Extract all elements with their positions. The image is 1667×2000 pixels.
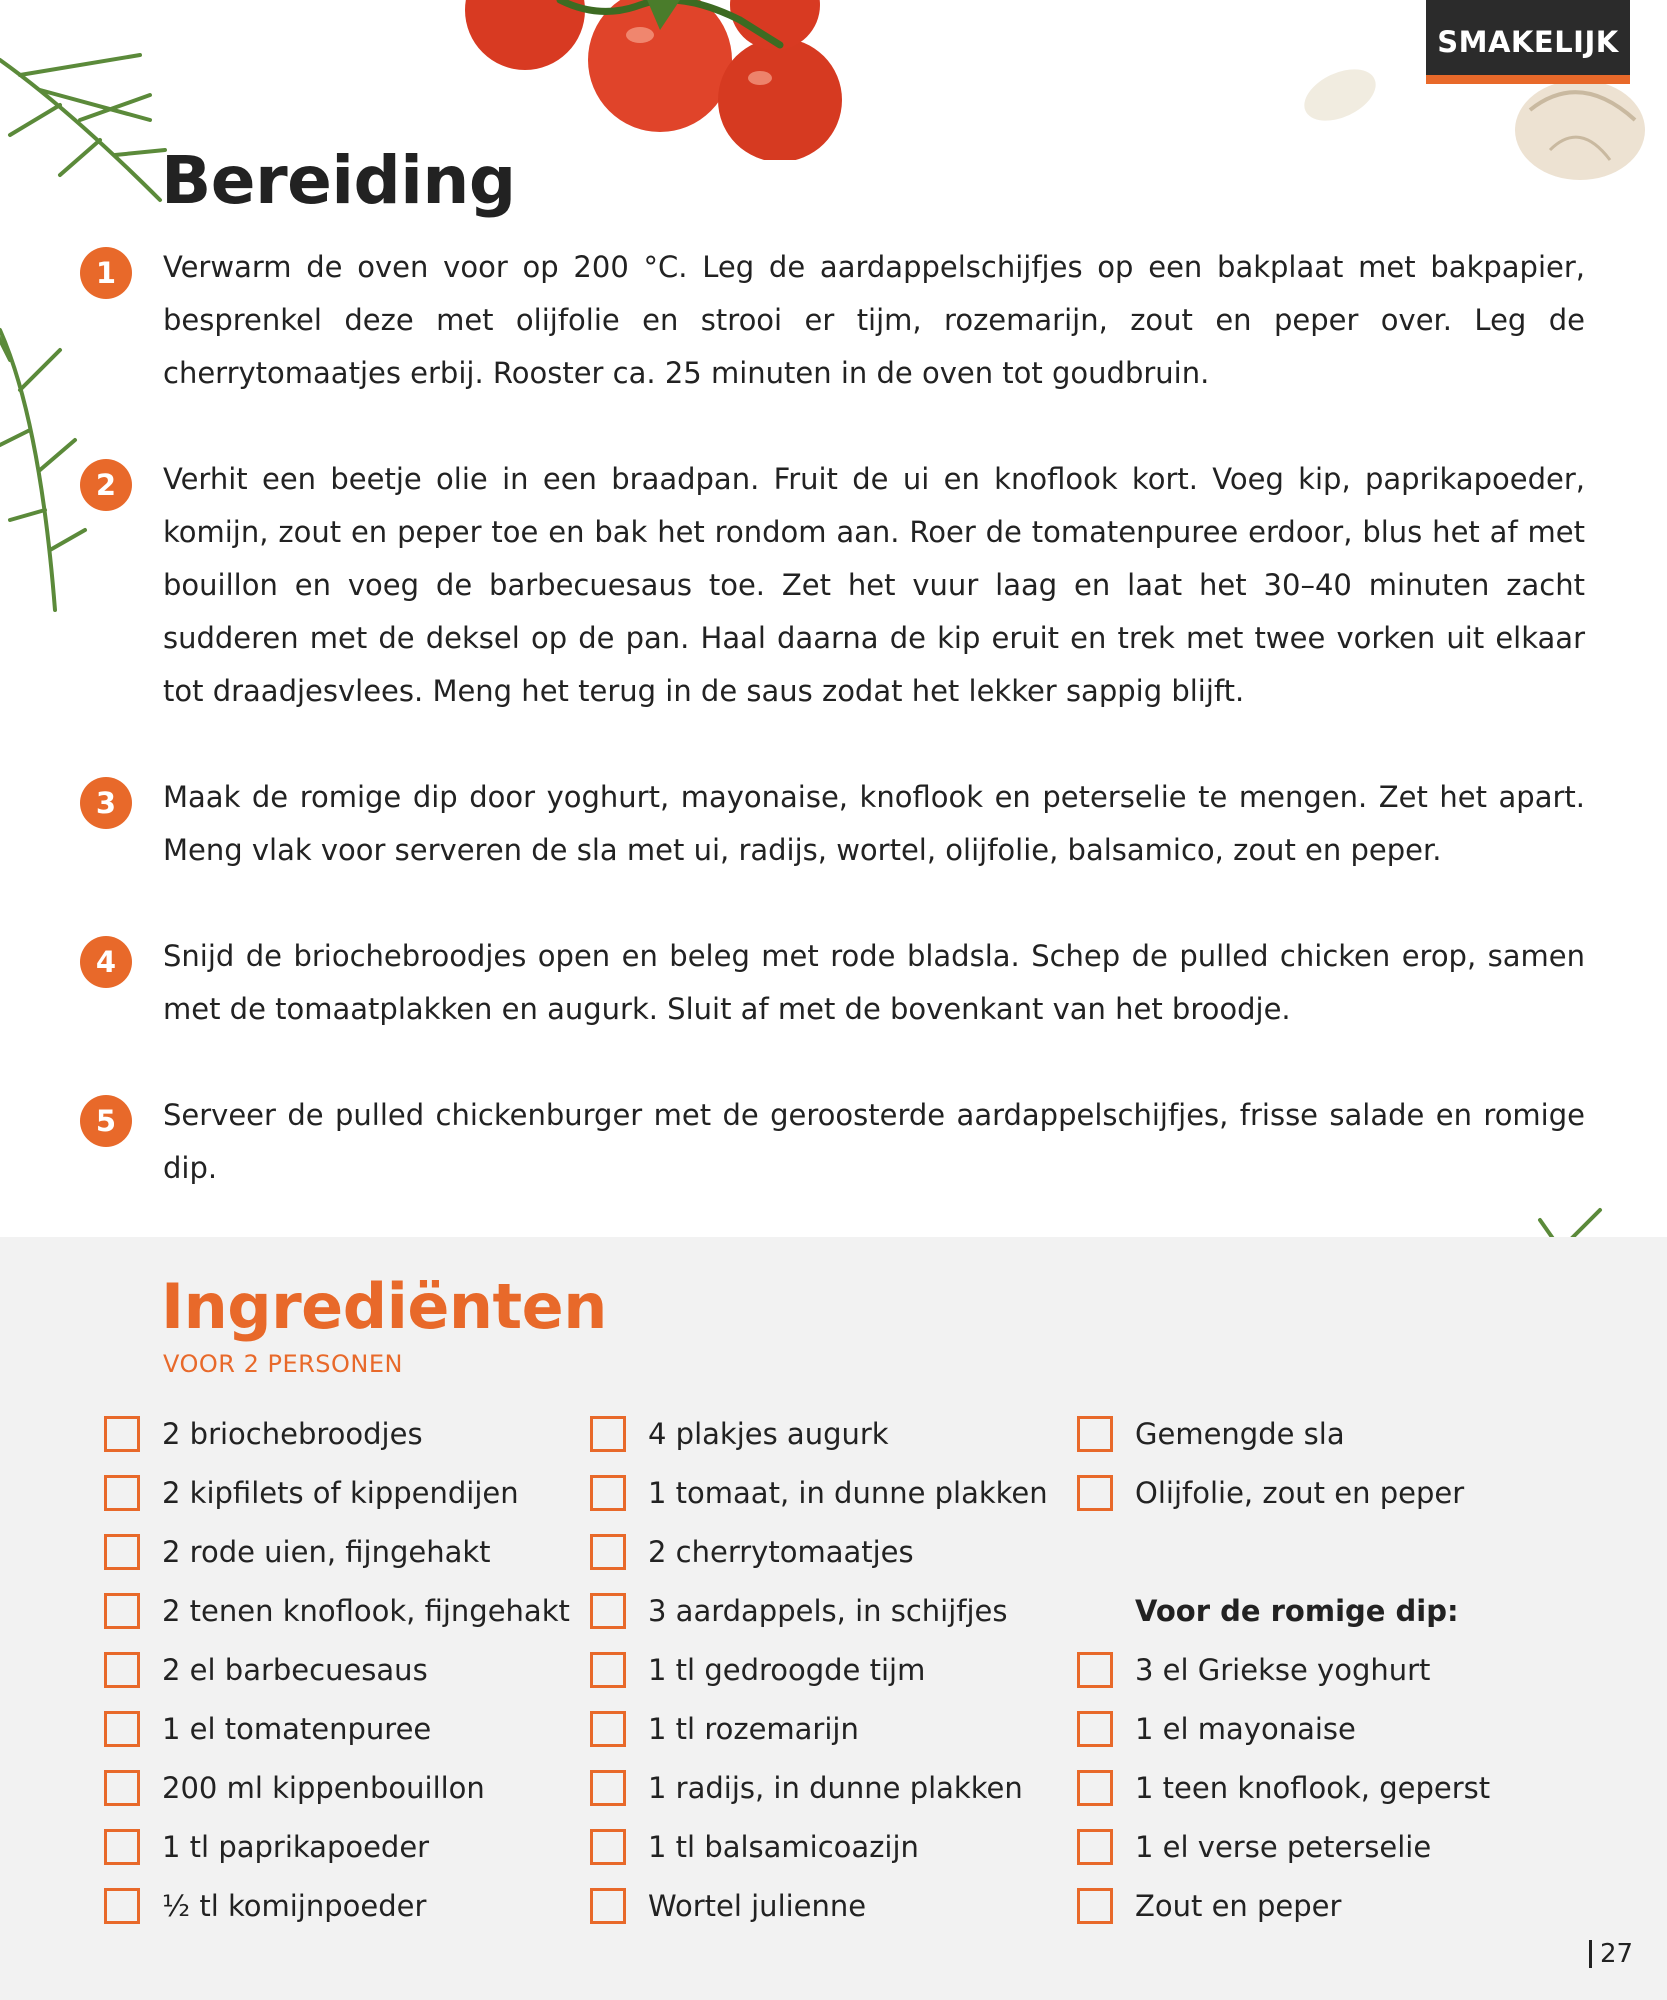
step-3: [80, 771, 1585, 877]
step-text: Verwarm de oven voor op 200 °C. Leg de aardappelschijfjes op een bakplaat met bakpapier, besprenkel deze met olijfolie en strooi er tijm, rozemarijn, zout en peper over. Leg de cherrytomaatjes erbij. Rooster ca. 25 minuten in de oven tot goudbruin.: [163, 250, 1585, 390]
dip-subheading: Voor de romige dip:: [1135, 1593, 1459, 1628]
ingredient-item[interactable]: 1 tl paprikapoeder: [104, 1817, 570, 1876]
step-number-badge: 3: [80, 777, 132, 829]
ingredient-item[interactable]: 2 cherrytomaatjes: [590, 1522, 1048, 1581]
ingredient-item[interactable]: ½ tl komijnpoeder: [104, 1876, 570, 1935]
checkbox[interactable]: [1077, 1770, 1113, 1806]
checkbox[interactable]: [104, 1416, 140, 1452]
checkbox[interactable]: [590, 1652, 626, 1688]
checkbox[interactable]: [1077, 1652, 1113, 1688]
ingredient-item[interactable]: 1 tl balsamicoazijn: [590, 1817, 1048, 1876]
step-number-badge: 2: [80, 459, 132, 511]
checkbox[interactable]: [590, 1416, 626, 1452]
checkbox[interactable]: [104, 1534, 140, 1570]
checkbox[interactable]: [104, 1829, 140, 1865]
ingredient-item[interactable]: 1 teen knoflook, geperst: [1077, 1758, 1490, 1817]
spacer: [1077, 1522, 1490, 1581]
checkbox[interactable]: [104, 1652, 140, 1688]
step-text: Verhit een beetje olie in een braadpan. Fruit de ui en knoflook kort. Voeg kip, paprikapoeder, komijn, zout en peper toe en bak het rondom aan. Roer de tomatenpuree erdoor, blus het af met bouillon en voeg de barbecuesaus toe. Zet het vuur laag en laat het 30–40 minuten zacht sudderen met de deksel op de pan. Haal daarna de kip eruit en trek met twee vorken uit elkaar tot draadjesvlees. Meng het terug in de saus zodat het lekker sappig blijft.: [163, 462, 1585, 708]
ingredients-column-3: [1077, 1404, 1490, 1935]
ingredient-item[interactable]: 1 el verse peterselie: [1077, 1817, 1490, 1876]
ingredient-item[interactable]: 2 rode uien, fijngehakt: [104, 1522, 570, 1581]
step-2: [80, 453, 1585, 718]
step-number-badge: 4: [80, 936, 132, 988]
checkbox[interactable]: [104, 1593, 140, 1629]
ingredients-servings: VOOR 2 PERSONEN: [163, 1350, 403, 1378]
ingredient-item[interactable]: 1 tl rozemarijn: [590, 1699, 1048, 1758]
checkbox[interactable]: [590, 1888, 626, 1924]
step-1: [80, 241, 1585, 400]
checkbox[interactable]: [104, 1770, 140, 1806]
step-4: [80, 930, 1585, 1036]
checkbox[interactable]: [1077, 1888, 1113, 1924]
ingredient-item[interactable]: Wortel julienne: [590, 1876, 1048, 1935]
ingredient-item[interactable]: Gemengde sla: [1077, 1404, 1490, 1463]
ingredient-item[interactable]: 1 tomaat, in dunne plakken: [590, 1463, 1048, 1522]
ingredients-column-1: [104, 1404, 570, 1935]
checkbox[interactable]: [590, 1475, 626, 1511]
checkbox[interactable]: [1077, 1416, 1113, 1452]
checkbox[interactable]: [590, 1711, 626, 1747]
step-number-badge: 1: [80, 247, 132, 299]
checkbox[interactable]: [590, 1770, 626, 1806]
checkbox[interactable]: [590, 1829, 626, 1865]
checkbox[interactable]: [1077, 1829, 1113, 1865]
checkbox[interactable]: [590, 1593, 626, 1629]
ingredient-item[interactable]: Zout en peper: [1077, 1876, 1490, 1935]
page-number: 27: [1589, 1940, 1633, 1968]
ingredients-heading: Ingrediënten: [161, 1270, 607, 1343]
ingredient-item[interactable]: 3 el Griekse yoghurt: [1077, 1640, 1490, 1699]
ingredient-item[interactable]: 1 el tomatenpuree: [104, 1699, 570, 1758]
checkbox[interactable]: [1077, 1475, 1113, 1511]
ingredient-item[interactable]: 200 ml kippenbouillon: [104, 1758, 570, 1817]
checkbox[interactable]: [590, 1534, 626, 1570]
ingredient-item[interactable]: 4 plakjes augurk: [590, 1404, 1048, 1463]
checkbox[interactable]: [104, 1888, 140, 1924]
step-text: Serveer de pulled chickenburger met de geroosterde aardappelschijfjes, frisse salade en romige dip.: [163, 1098, 1585, 1185]
ingredient-item[interactable]: 2 kipfilets of kippendijen: [104, 1463, 570, 1522]
checkbox[interactable]: [104, 1475, 140, 1511]
section-tag: SMAKELIJK: [1426, 0, 1630, 84]
ingredient-item[interactable]: 2 briochebroodjes: [104, 1404, 570, 1463]
ingredients-column-2: [590, 1404, 1048, 1935]
step-text: Snijd de briochebroodjes open en beleg met rode bladsla. Schep de pulled chicken erop, samen met de tomaatplakken en augurk. Sluit af met de bovenkant van het broodje.: [163, 939, 1585, 1026]
ingredient-item[interactable]: 1 radijs, in dunne plakken: [590, 1758, 1048, 1817]
ingredient-item[interactable]: 2 el barbecuesaus: [104, 1640, 570, 1699]
step-number-badge: 5: [80, 1095, 132, 1147]
step-5: [80, 1089, 1585, 1195]
step-text: Maak de romige dip door yoghurt, mayonaise, knoflook en peterselie te mengen. Zet het apart. Meng vlak voor serveren de sla met ui, radijs, wortel, olijfolie, balsamico, zout en peper.: [163, 780, 1585, 867]
ingredient-item[interactable]: 1 el mayonaise: [1077, 1699, 1490, 1758]
bereiding-heading: Bereiding: [161, 142, 516, 219]
ingredient-item[interactable]: 1 tl gedroogde tijm: [590, 1640, 1048, 1699]
cherry-tomatoes-image: [440, 0, 890, 160]
ingredient-item[interactable]: 2 tenen knoflook, fijngehakt: [104, 1581, 570, 1640]
checkbox[interactable]: [104, 1711, 140, 1747]
ingredient-item[interactable]: 3 aardappels, in schijfjes: [590, 1581, 1048, 1640]
checkbox[interactable]: [1077, 1711, 1113, 1747]
ingredient-item[interactable]: Olijfolie, zout en peper: [1077, 1463, 1490, 1522]
